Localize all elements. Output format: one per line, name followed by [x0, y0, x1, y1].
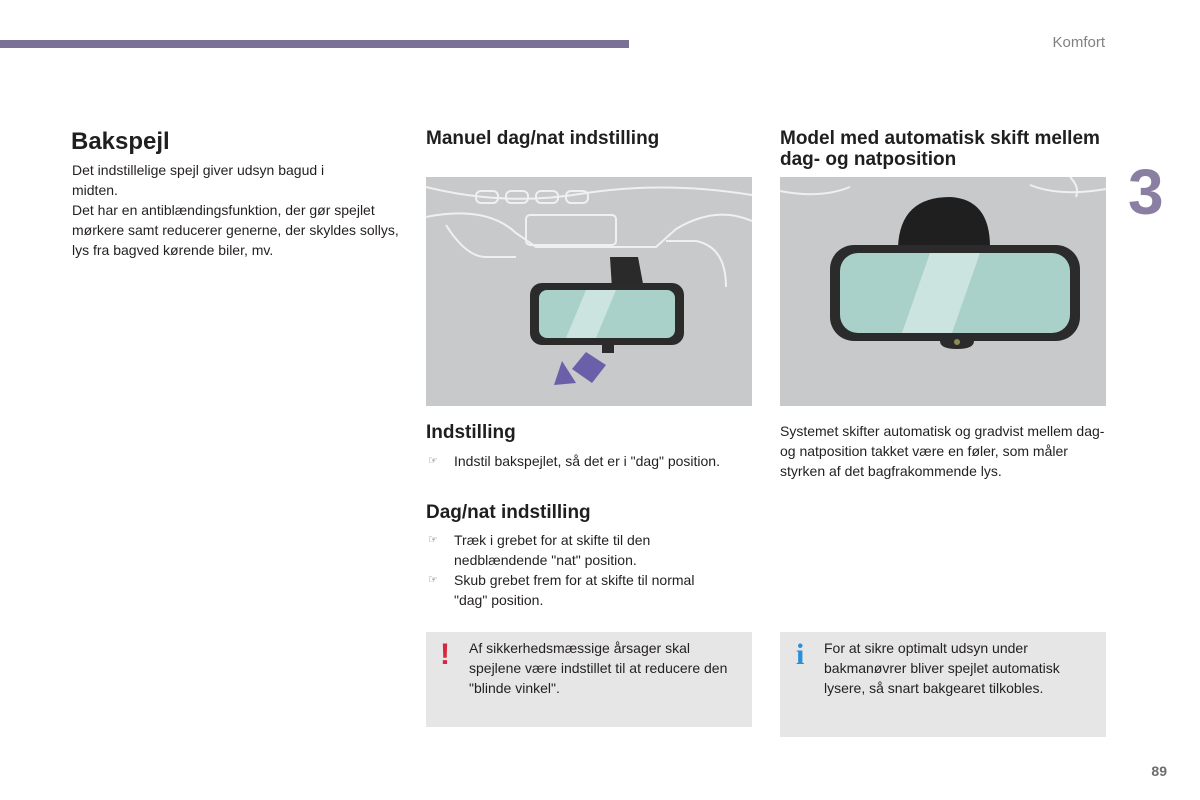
mirror-mount — [898, 197, 990, 247]
intro-text-2: Det har en antiblændingsfunktion, der gør spejlet mørkere samt reducerer generne, der skyldes sollys, lys fra bagved kørende biler, mv. — [72, 202, 399, 258]
list-item: ☞ Træk i grebet for at skifte til den nedblændende "nat" position. — [428, 532, 651, 568]
section-label: Komfort — [1052, 34, 1105, 51]
day-night-list — [426, 530, 726, 610]
push-arrow-icon — [554, 352, 606, 385]
pointing-hand-icon: ☞ — [428, 574, 438, 586]
list-item: ☞ Skub grebet frem for at skifte til normal "dag" position. — [428, 572, 695, 608]
pointing-hand-icon: ☞ — [428, 534, 438, 546]
day-night-title: Dag/nat indstilling — [426, 502, 591, 523]
chapter-number: 3 — [1128, 156, 1164, 228]
auto-mirror-description: Systemet skifter automatisk og gradvist mellem dag- og natposition takket være en føler, som måler styrken af det bagfrakommende lys. — [780, 423, 1105, 479]
light-sensor-icon — [954, 339, 960, 345]
tilt-lever — [602, 343, 614, 353]
pointing-hand-icon: ☞ — [428, 455, 438, 467]
manual-day-night-title: Manuel dag/nat indstilling — [426, 128, 660, 149]
auto-mirror-title: Model med automatisk skift mellem dag- og natposition — [780, 128, 1100, 170]
manual-mirror-illustration — [426, 177, 752, 406]
list-item: ☞ Indstil bakspejlet, så det er i "dag" position. — [428, 453, 720, 469]
info-icon: i — [796, 638, 805, 671]
info-note — [780, 632, 1106, 737]
page-number: 89 — [1151, 763, 1167, 779]
info-text: For at sikre optimalt udsyn under bakmanøvrer bliver spejlet automatisk lysere, så snart bakgearet tilkobles. — [824, 640, 1060, 696]
car-interior-outline — [426, 187, 752, 287]
adjustment-list — [426, 451, 752, 471]
auto-mirror-drawing — [780, 177, 1106, 406]
warning-note — [426, 632, 752, 727]
top-accent-bar — [0, 40, 629, 48]
intro-text-1: Det indstillelige spejl giver udsyn bagud i midten. — [72, 162, 325, 198]
section-title-rearview-mirror: Bakspejl — [71, 128, 170, 155]
manual-mirror-drawing — [426, 177, 752, 406]
warning-icon: ! — [440, 638, 450, 671]
car-interior-outline — [780, 177, 1106, 197]
warning-text: Af sikkerhedsmæssige årsager skal spejlene være indstillet til at reducere den "blinde vinkel". — [469, 640, 728, 696]
auto-mirror-illustration — [780, 177, 1106, 406]
adjustment-title: Indstilling — [426, 422, 516, 443]
